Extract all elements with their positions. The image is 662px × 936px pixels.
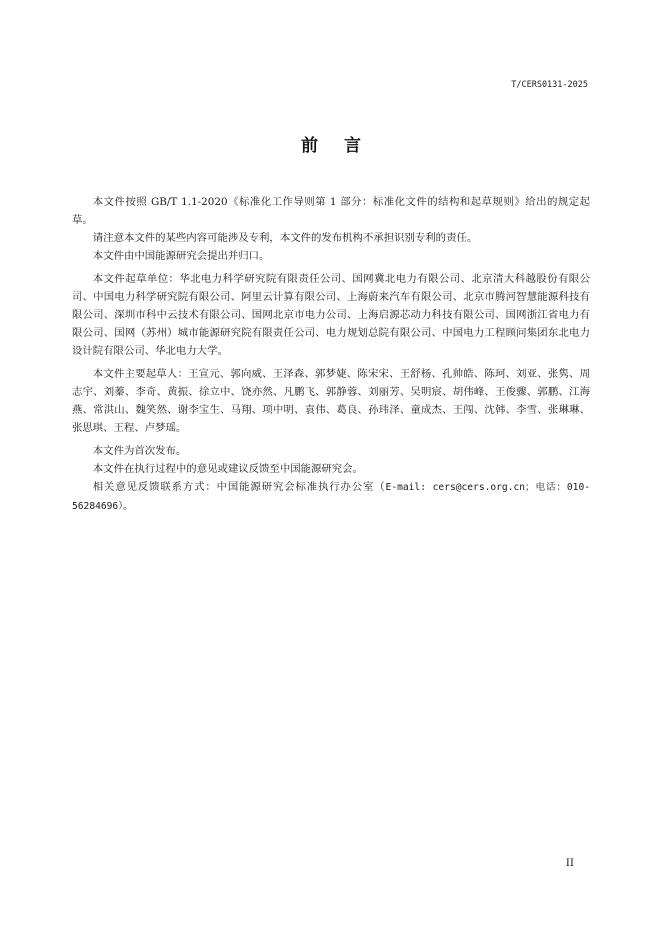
paragraph-drafting-rules: 本文件按照 GB/T 1.1-2020《标准化工作导则第 1 部分：标准化文件的结构和起草规则》给出的规定起草。	[72, 196, 590, 226]
page-title: 前言	[301, 136, 387, 156]
page-number: II	[565, 857, 574, 869]
paragraph-proposer: 本文件由中国能源研究会提出并归口。	[92, 250, 270, 262]
document-number: T/CERS0131-2025	[511, 80, 588, 90]
contact-suffix: 。	[123, 500, 134, 512]
contact-details: E-mail: cers@cers.org.cn；电话：010-56284696）	[72, 482, 590, 512]
paragraph-contact	[72, 478, 590, 516]
paragraph-patent-notice: 请注意本文件的某些内容可能涉及专利，本文件的发布机构不承担识别专利的责任。	[92, 232, 478, 244]
foreword-body	[72, 193, 590, 516]
paragraph-drafting-organizations: 本文件起草单位：华北电力科学研究院有限责任公司、国网冀北电力有限公司、北京清大科越股份有限公司、中国电力科学研究院有限公司、阿里云计算有限公司、上海蔚来汽车有限公司、北京市腾河智慧能源科技有限公司、深圳市科中云技术有限公司、国网北京市电力公司、上海启源芯动力科技有限公司、国网浙江省电力有限公司、国网（苏州）城市能源研究院有限责任公司、电力规划总院有限公司、中国电力工程顾问集团东北电力设计院有限公司、华北电力大学。	[72, 273, 590, 357]
contact-prefix: 相关意见反馈联系方式：中国能源研究会标准执行办公室（	[92, 481, 386, 493]
paragraph-main-drafters: 本文件主要起草人：王宣元、郭向威、王泽森、郭梦婕、陈宋宋、王舒杨、孔帅皓、陈珂、刘亚、张隽、周志宇、刘蓁、李奇、黄振、徐立中、饶亦然、凡鹏飞、郭静蓉、刘丽芳、吴明宸、胡伟峰、王俊骤、郭鹏、江海燕、常洪山、魏笑然、谢李宝生、马翔、项中明、袁伟、葛良、孙玮泽、童成杰、王闯、沈韩、李雪、张琳琳、张思琪、王程、卢梦瑶。	[72, 368, 590, 434]
paragraph-feedback: 本文件在执行过程中的意见或建议反馈至中国能源研究会。	[92, 463, 363, 475]
paragraph-first-release: 本文件为首次发布。	[92, 445, 187, 457]
